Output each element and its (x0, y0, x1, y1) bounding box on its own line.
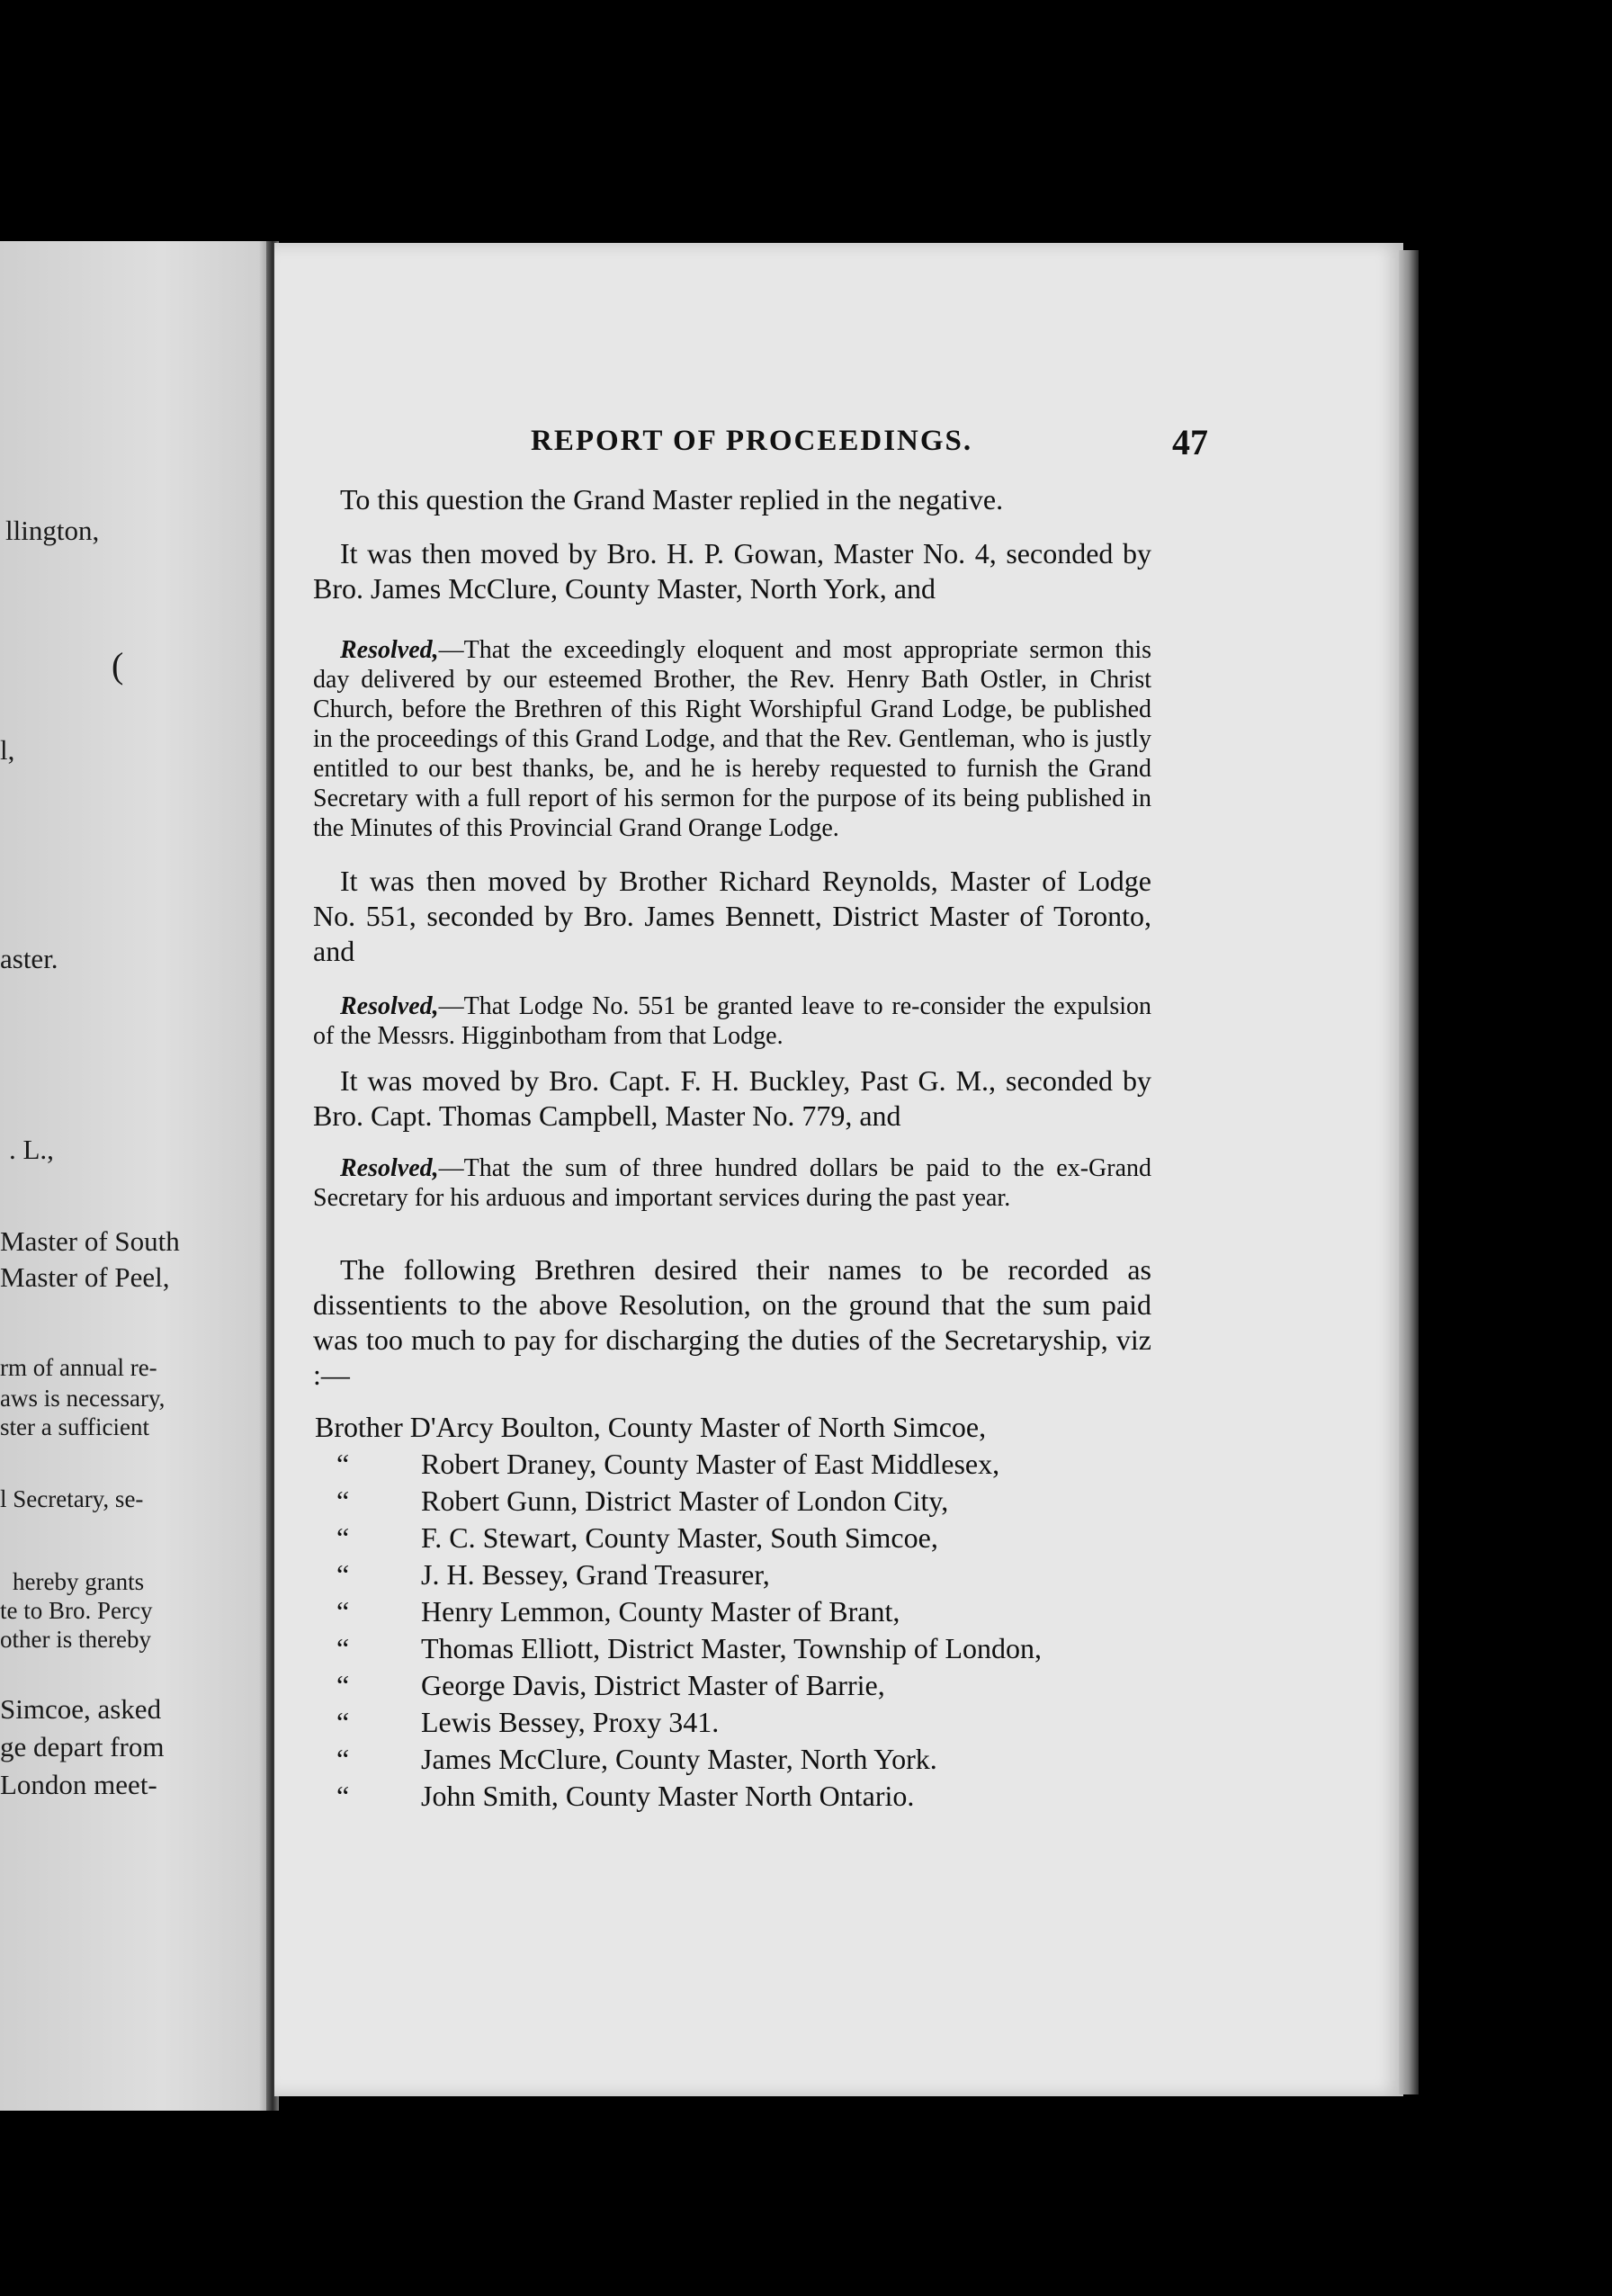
dissentient-name: Robert Draney, County Master of East Middlesex, (421, 1448, 1000, 1480)
paragraph-grand-master-reply: To this question the Grand Master replied in the negative. (340, 483, 1004, 516)
left-fragment-line: hereby grants (13, 1568, 145, 1595)
list-item (315, 1556, 1151, 1593)
list-item (315, 1446, 1151, 1483)
left-fragment-line: aws is necessary, (0, 1385, 166, 1412)
left-fragment-line: l, (0, 734, 15, 766)
list-item (315, 1667, 1151, 1704)
list-item (315, 1704, 1151, 1741)
page-edge (1399, 250, 1419, 2094)
left-fragment-line: l Secretary, se- (0, 1485, 144, 1512)
dissentient-name: George Davis, District Master of Barrie, (421, 1669, 885, 1701)
left-fragment-line: other is thereby (0, 1626, 151, 1653)
ditto-mark: “ (336, 1743, 350, 1775)
page-number: 47 (1172, 422, 1208, 462)
dissentient-name: F. C. Stewart, County Master, South Simcoe, (421, 1521, 938, 1554)
dissentient-name: John Smith, County Master North Ontario. (421, 1780, 915, 1812)
list-item (315, 1409, 1151, 1446)
dissentients-list (315, 1409, 1151, 1815)
resolution-lodge-551 (313, 991, 1151, 1051)
left-fragment-line: ge depart from (0, 1731, 165, 1762)
ditto-mark: “ (336, 1706, 350, 1738)
resolution-secretary-payment (313, 1153, 1151, 1213)
ditto-mark: “ (336, 1448, 350, 1480)
left-fragment-line: aster. (0, 943, 58, 974)
left-fragment-line: ster a sufficient (0, 1413, 149, 1440)
ditto-mark: “ (336, 1484, 350, 1517)
ditto-mark: “ (336, 1595, 350, 1628)
dissentient-name: Henry Lemmon, County Master of Brant, (421, 1595, 900, 1628)
left-fragment-line: ( (112, 645, 124, 686)
left-fragment-line: llington, (5, 515, 100, 546)
left-fragment-line: . L., (9, 1134, 54, 1165)
resolved-label: Resolved, (340, 1154, 439, 1182)
resolved-label: Resolved, (340, 636, 439, 664)
ditto-mark: “ (336, 1632, 350, 1664)
paragraph-motion-buckley: It was moved by Bro. Capt. F. H. Buckley, Past G. M., seconded by Bro. Capt. Thomas Campbell, Master No. 779, and (313, 1064, 1151, 1132)
resolved-label: Resolved, (340, 992, 439, 1020)
list-item (315, 1483, 1151, 1520)
left-page-fragment (0, 241, 270, 2111)
list-item (315, 1741, 1151, 1778)
left-fragment-line: London meet- (0, 1769, 157, 1800)
left-fragment-line: rm of annual re- (0, 1354, 157, 1381)
resolution-text: —That the sum of three hundred dollars be paid to the ex-Grand Secretary for his arduous and important services during the past year. (313, 1154, 1151, 1212)
left-fragment-line: te to Bro. Percy (0, 1597, 153, 1624)
left-fragment-line: Simcoe, asked (0, 1693, 162, 1725)
list-item (315, 1630, 1151, 1667)
resolution-text: —That Lodge No. 551 be granted leave to re-consider the expulsion of the Messrs. Higginbotham from that Lodge. (313, 992, 1151, 1050)
paragraph-motion-reynolds: It was then moved by Brother Richard Reynolds, Master of Lodge No. 551, seconded by Bro. James Bennett, District Master of Toronto, and (313, 865, 1151, 967)
dissentient-name: Lewis Bessey, Proxy 341. (421, 1706, 720, 1738)
list-item (315, 1520, 1151, 1556)
list-item (315, 1778, 1151, 1815)
dissentient-name: Brother D'Arcy Boulton, County Master of North Simcoe, (315, 1411, 987, 1443)
dissentient-name: Robert Gunn, District Master of London City, (421, 1484, 949, 1517)
dissentient-name: Thomas Elliott, District Master, Township of London, (421, 1632, 1043, 1664)
ditto-mark: “ (336, 1669, 350, 1701)
ditto-mark: “ (336, 1780, 350, 1812)
dissentient-name: James McClure, County Master, North York. (421, 1743, 937, 1775)
left-fragment-line: Master of Peel, (0, 1261, 170, 1293)
dissentient-name: J. H. Bessey, Grand Treasurer, (421, 1558, 770, 1591)
running-head: REPORT OF PROCEEDINGS. (531, 425, 973, 457)
paragraph-dissentients-intro: The following Brethren desired their names to be recorded as dissentients to the above Resolution, on the ground that the sum paid was too much to pay for discharging the duties of the Secretaryship, viz :— (313, 1253, 1151, 1391)
paragraph-motion-gowan: It was then moved by Bro. H. P. Gowan, Master No. 4, seconded by Bro. James McClure, County Master, North York, and (313, 537, 1151, 605)
resolution-text: —That the exceedingly eloquent and most appropriate sermon this day delivered by our esteemed Brother, the Rev. Henry Bath Ostler, in Christ Church, before the Brethren of this Right Worshipful Grand Lodge, be published in the proceedings of this Grand Lodge, and that the Rev. Gentleman, who is justly entitled to our best thanks, be, and he is hereby requested to furnish the Grand Secretary with a full report of his sermon for the purpose of its being published in the Minutes of this Provincial Grand Orange Lodge. (313, 636, 1151, 842)
resolution-sermon (313, 635, 1151, 843)
list-item (315, 1593, 1151, 1630)
ditto-mark: “ (336, 1558, 350, 1591)
ditto-mark: “ (336, 1521, 350, 1554)
left-fragment-line: Master of South (0, 1225, 180, 1257)
